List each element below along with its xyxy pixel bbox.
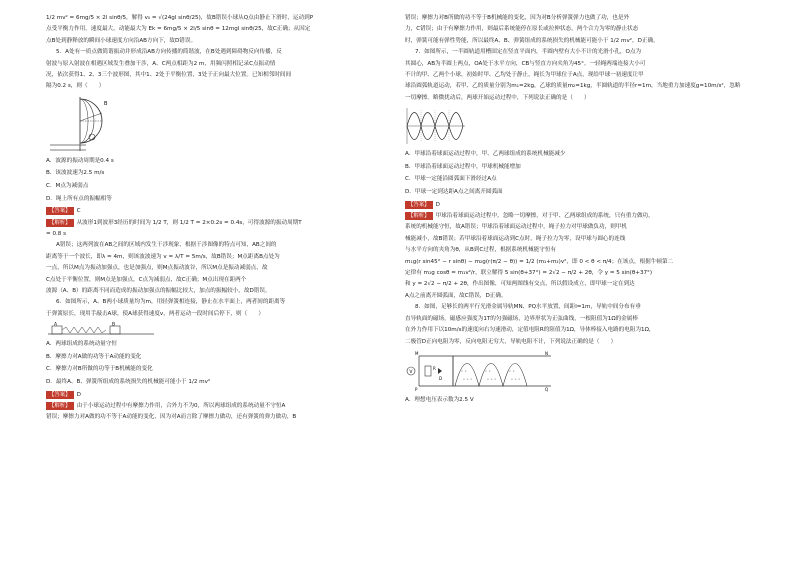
q7-option-d: D．甲球一定到达距A点之间离开圆弧面 [405, 189, 503, 196]
text-line: 1/2 mv² = 6mg/5 × 2l sinθ/5，解得 v₀ = √(24gl sinθ/25)，故B错误小球从Q点由静止下滑时，运动到P [46, 15, 314, 21]
analysis-text: 甲球沿着球面运动过程中，忽略一切摩擦，对于甲、乙两球组成的系统，只有重力做功， [435, 213, 654, 220]
q5-stem: 隔为0.2 s，则（ ） [46, 83, 105, 90]
q7-figure [405, 106, 743, 146]
q6-option-d: D．最终A、B、弹簧所组成的系统损失的机械能可能小于 1/2 mv² [46, 379, 211, 386]
svg-text:× ×: × × [461, 368, 467, 373]
answer-value: D [435, 201, 440, 208]
svg-text:× × ×: × × × [511, 376, 521, 381]
figure-label: B [112, 322, 116, 328]
svg-text:× ×: × × [485, 368, 491, 373]
q5-analysis [46, 219, 384, 228]
q5-stem: 况，依次获得1、2、3三个波形图，其中1、2处于平衡位置，3处于正向最大位置。已知相邻时间间 [46, 72, 292, 79]
q8-stem: 8．如图，足够长的两平行光滑金属导轨MN、PQ水平放置，间距l=1m，导轨中间分布有垂 [415, 304, 641, 311]
analysis-line: = 0.8 s [46, 231, 67, 238]
q7-stem: 一切摩擦。略微扰动后，两球开始运动过程中，下列说法正确的是（ ） [405, 94, 590, 101]
q8-stem: 二极管D正向电阻为零，反向电阻无穷大，导轨电阻不计，下列说法正确的是（ ） [405, 338, 617, 345]
q5-option-c: C．M点为减弱点 [46, 183, 89, 190]
text-line: 时，弹簧可能有弹性势能，所以最终A、B、弹簧组成的系统损失的机械能可能小于 1/2 mv²，D正确。 [405, 37, 659, 44]
q8-stem: 直导轨面的磁场，磁感应强度为1T的匀强磁场，边界形状为正弦曲线，一根阻值为1Ω的金属棒 [405, 315, 638, 322]
q6-figure [46, 322, 384, 336]
q6-answer [46, 391, 384, 400]
analysis-line: 一点，所以M点为振动加强点，也是加强点，则M点振动波谷，所以M点是振动减弱点，故 [46, 265, 268, 272]
text-line: 力，C错误；由于有摩擦力作用，则最后系统能停在原长或拉伸状态，两个合力为零的静止状态 [405, 26, 639, 33]
analysis-line: 错误；摩擦力对A做的功不等于A动能的变化，因为对A而言除了摩擦力做功，还有弹簧的弹力做功，B [46, 414, 297, 421]
figure-label: D [439, 375, 443, 381]
analysis-line: 和 y = 2√2 − π/2 + 2θ，作出图像，可知两图线有交点，所以假设成立，即甲球一定在到达 [405, 281, 635, 288]
figure-label: R [433, 365, 436, 371]
analysis-tag: 【解析】 [405, 212, 433, 220]
figure-label: M [415, 350, 419, 356]
analysis-line: m₁g(r sin45° − r sinθ) − m₂g(r(π/2 − θ)) = 1/2 (m₁+m₂)v²，即 0 < θ < π/4；在该点，根据牛顿第二 [405, 258, 674, 265]
q7-option-a: A．甲球沿着球面运动过程中，甲、乙两球组成的系统机械能减少 [405, 151, 566, 158]
answer-tag: 【答案】 [46, 207, 74, 215]
q7-analysis [405, 212, 743, 221]
sine-graph [405, 106, 467, 146]
answer-value: C [76, 208, 81, 215]
svg-text:× ×: × × [509, 368, 515, 373]
q5-option-a: A．波源的振动周期是0.4 s [46, 157, 114, 164]
answer-value: D [76, 391, 81, 398]
q7-option-c: C．甲球一定能沿圆弧面下滑经过A点 [405, 176, 497, 183]
svg-text:× × ×: × × × [463, 376, 473, 381]
q7-stem: 其圆心，AB为半圆上两点，OA处于水平方向，CB与竖直方向夹角为45°。一轻绳两端连接大小可 [405, 60, 646, 67]
analysis-line: 波源（A、B）的距离不同而造成的振动加强点的振幅比较大，加点的振幅较小，故D错误。 [46, 288, 271, 295]
figure-label: B [104, 100, 108, 107]
q6-option-a: A．两球组成的系统动量守恒 [46, 341, 117, 348]
q5-figure [46, 95, 384, 153]
q7-option-b: B．甲球沿着球面运动过程中，甲球机械能增加 [405, 163, 521, 170]
svg-text:× × ×: × × × [487, 376, 497, 381]
text-line: 点受平衡力作用，速度最大，动能最大为 Ek = 6mg/5 × 2l/5 sinθ = 12mgl sinθ/25，故C正确；从因定 [46, 26, 311, 33]
figure-label: N [545, 350, 548, 356]
figure-label: P [415, 386, 418, 392]
analysis-line: 定律有 m₁g cosθ = m₁v²/r，联立解得 5 sin(θ+37°) = 2√2 − π/2 + 2θ，令 y = 5 sin(θ+37°) [405, 270, 653, 277]
text-line: 点B处到静释放的瞬间小球速度方向沿AB方向下，故D错误。 [46, 37, 197, 44]
analysis-text: 从波形1到波形3经历的时间为 1/2 T，则 1/2 T = 2×0.2s = 0.4s，可得波源的振动周期T [76, 219, 302, 226]
answer-tag: 【答案】 [46, 391, 74, 399]
q8-figure [405, 350, 743, 392]
q7-stem: 不计的甲、乙两个小球，初始时甲、乙均处于静止，绳长为甲球位于A点，现给甲球一初速度让甲 [405, 72, 644, 79]
q5-stem: 射波与原入射波在相遇区域发生叠加干涉，A、C两点相距为2 m，用频闪照相记录C点振动情 [46, 60, 276, 67]
q8-stem: 在外力作用下以10m/s的速度向右匀速滑动，定值电阻R的阻值为1Ω，导体棒接入电路的电阻为1Ω， [405, 327, 655, 334]
figure-label: Q [545, 386, 549, 392]
q5-answer [46, 207, 384, 216]
q6-analysis [46, 402, 384, 411]
spring-diagram [46, 322, 156, 336]
right-column [405, 14, 743, 409]
analysis-line: 距离等于一个波长，即λ = 4m，则该波波速为 v = λ/T = 5m/s，故B错误；M点距离B点处为 [46, 253, 280, 260]
q6-stem: 6．如图所示，A、B两小球质量均为m，用轻弹簧相连接，静止在水平面上，两者间的距离等 [56, 299, 286, 306]
q6-stem: 于弹簧原长，现用手敲击A球，使A球获得速度v，两者运动一段时间后停下，则（ ） [46, 310, 264, 317]
analysis-line: A点之前离开圆弧面，故C错误，D正确。 [405, 292, 507, 299]
q5-option-b: B．该波波速为2.5 m/s [46, 170, 105, 177]
figure-label: A [54, 322, 58, 328]
text-line: 错误；摩擦力对B所做的功不等于B机械能的变化，因为对B分析弹簧弹力也做了功，也是外 [405, 15, 630, 21]
analysis-tag: 【解析】 [46, 402, 74, 410]
q8-option-a: A．理想电压表示数为2.5 V [405, 396, 474, 403]
q7-stem: 球沿圆弧轨道运动，若甲、乙的质量分别为m₁=2kg，乙球的质量m₂=1kg，半圆轨道的半径r=1m，当地重力加速度g=10m/s²，忽略 [405, 83, 741, 90]
left-column [46, 14, 384, 425]
analysis-line: 与水平方向的夹角为θ，从B到C过程，根据系统机械能守恒有 [405, 247, 557, 254]
circuit-diagram [405, 350, 555, 392]
q6-option-b: B．摩擦力对A做的功等于A动能的变化 [46, 353, 142, 360]
answer-tag: 【答案】 [405, 201, 433, 209]
q6-option-c: C．摩擦力对B所做的功等于B机械能的变化 [46, 366, 153, 373]
q7-stem: 7．如图所示，一半圆轨道用槽固定在竖直平面内，半圆内壁有大小不计的光滑小孔，O点为 [415, 49, 642, 56]
analysis-line: A错误；这两列波在AB之间的区域内发生干涉现象，根据干涉图像的特点可知，AB之间的 [56, 242, 277, 249]
q5-option-d: D．绳上所有点的振幅相等 [46, 195, 112, 202]
analysis-line: C点处于平衡位置，则M点是加强点，C点为减弱点，故C正确；M点出现在距两个 [46, 276, 247, 283]
figure-label: V [409, 369, 413, 375]
q5-stem: 5．A处有一质点做简谐振动并形成沿AB方向传播的简谐波，在B处遇到障碍物反向传播，反 [56, 49, 282, 56]
q7-answer [405, 201, 743, 210]
analysis-text: 由于小球运动过程中有摩擦力作用，合外力不为0，所以两球组成的系统动量不守恒A [76, 403, 286, 410]
analysis-line: 械能减小，故B错误；若甲球沿着球面运动到C点时，绳子拉力为零，设甲球与圆心的连线 [405, 235, 626, 242]
analysis-line: 系统的机械能守恒，故A错误；甲球沿着球面运动过程中，绳子拉力对甲球做负功，则甲机 [405, 224, 627, 231]
wave-diagram [46, 95, 136, 153]
analysis-tag: 【解析】 [46, 219, 74, 227]
